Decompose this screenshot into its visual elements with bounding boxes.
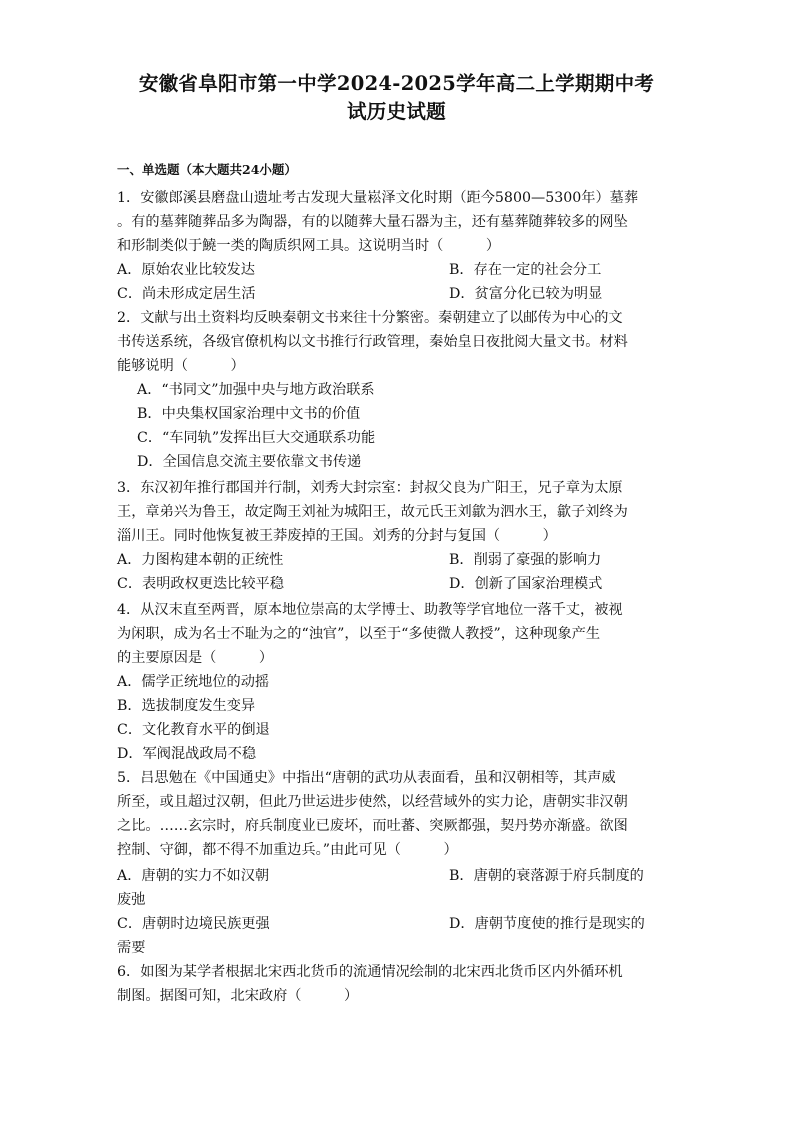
question-5-option-b-continued: 废弛 — [117, 892, 146, 908]
question-2-stem-line: 书传送系统，各级官僚机构以文书推行行政管理，秦始皇日夜批阅大量文书。材料 — [117, 334, 628, 350]
question-5-stem-line: 所至，或且超过汉朝，但此乃世运进步使然，以经营域外的实力论，唐朝实非汉朝 — [117, 794, 628, 810]
question-4-option-a: A．儒学正统地位的动摇 — [117, 674, 270, 690]
question-5-stem-line: 5．吕思勉在《中国通史》中指出“唐朝的武功从表面看，虽和汉朝相等，其声威 — [117, 770, 616, 786]
document-title-line2: 试历史试题 — [346, 100, 446, 123]
question-4-stem-line: 为闲职，成为名士不耻为之的“浊官”，以至于“多使微人教授”，这种现象产生 — [117, 626, 601, 642]
question-4-option-b: B．选拔制度发生变异 — [117, 698, 256, 714]
question-2-option-a: A．“书同文”加强中央与地方政治联系 — [137, 382, 375, 398]
question-6-stem-line: 6．如图为某学者根据北宋西北货币的流通情况绘制的北宋西北货币区内外循环机 — [117, 964, 623, 980]
question-1-stem-line: 和形制类似于鱙一类的陶质织网工具。这说明当时（ ） — [117, 238, 501, 254]
question-1-option-b: B．存在一定的社会分工 — [449, 262, 602, 278]
question-1-stem-line: 1．安徽郎溪县磨盘山遗址考古发现大量崧泽文化时期（距今5800—5300年）墓葬 — [117, 190, 639, 206]
question-1-stem-line: 。有的墓葬随葬品多为陶器，有的以随葬大量石器为主，还有墓葬随葬较多的网坠 — [117, 214, 628, 230]
question-5-option-d-continued: 需要 — [117, 940, 146, 956]
question-3-stem-line: 3．东汉初年推行郡国并行制，刘秀大封宗室：封叔父良为广阳王，兄子章为太原 — [117, 480, 623, 496]
question-2-stem-line: 2．文献与出土资料均反映秦朝文书来往十分繁密。秦朝建立了以邮传为中心的文 — [117, 310, 623, 326]
question-4-option-c: C．文化教育水平的倒退 — [117, 722, 270, 738]
question-3-option-c: C．表明政权更迭比较平稳 — [117, 576, 284, 592]
question-3-stem-line: 王，章弟兴为鲁王，故定陶王刘祉为城阳王，故元氏王刘歙为泗水王，歙子刘终为 — [117, 504, 628, 520]
question-1-option-d: D．贫富分化已较为明显 — [449, 286, 603, 302]
question-3-option-b: B．削弱了豪强的影响力 — [449, 552, 602, 568]
question-6-stem-line: 制图。据图可知，北宋政府（ ） — [117, 988, 359, 1004]
question-5-option-d: D．唐朝节度使的推行是现实的 — [449, 916, 645, 932]
section-heading: 一、单选题（本大题共24小题） — [117, 162, 297, 177]
question-2-option-d: D．全国信息交流主要依靠文书传递 — [137, 454, 362, 470]
question-5-option-a: A．唐朝的实力不如汉朝 — [117, 868, 270, 884]
question-4-stem-line: 的主要原因是（ ） — [117, 650, 274, 666]
question-2-option-b: B．中央集权国家治理中文书的价值 — [137, 406, 361, 422]
question-1-option-c: C．尚未形成定居生活 — [117, 286, 256, 302]
question-4-stem-line: 4．从汉末直至两晋，原本地位崇高的太学博士、助教等学官地位一落千丈，被视 — [117, 602, 623, 618]
question-3-stem-line: 淄川王。同时他恢复被王莽废掉的王国。刘秀的分封与复国（ ） — [117, 528, 557, 544]
question-3-option-a: A．力图构建本朝的正统性 — [117, 552, 284, 568]
document-title-line1: 安徽省阜阳市第一中学2024-2025学年高二上学期期中考 — [138, 72, 655, 95]
question-3-option-d: D．创新了国家治理模式 — [449, 576, 603, 592]
question-2-option-c: C．“车同轨”发挥出巨大交通联系功能 — [137, 430, 376, 446]
question-5-option-c: C．唐朝时边境民族更强 — [117, 916, 270, 932]
question-5-stem-line: 之比。……玄宗时，府兵制度业已废坏，而吐蕃、突厥都强，契丹势亦渐盛。欲图 — [117, 818, 628, 834]
question-2-stem-line: 能够说明（ ） — [117, 358, 245, 374]
question-1-option-a: A．原始农业比较发达 — [117, 262, 255, 278]
question-4-option-d: D．军阀混战政局不稳 — [117, 746, 257, 762]
question-5-option-b: B．唐朝的衰落源于府兵制度的 — [449, 868, 644, 884]
question-5-stem-line: 控制、守御，都不得不加重边兵。”由此可见（ ） — [117, 842, 458, 858]
